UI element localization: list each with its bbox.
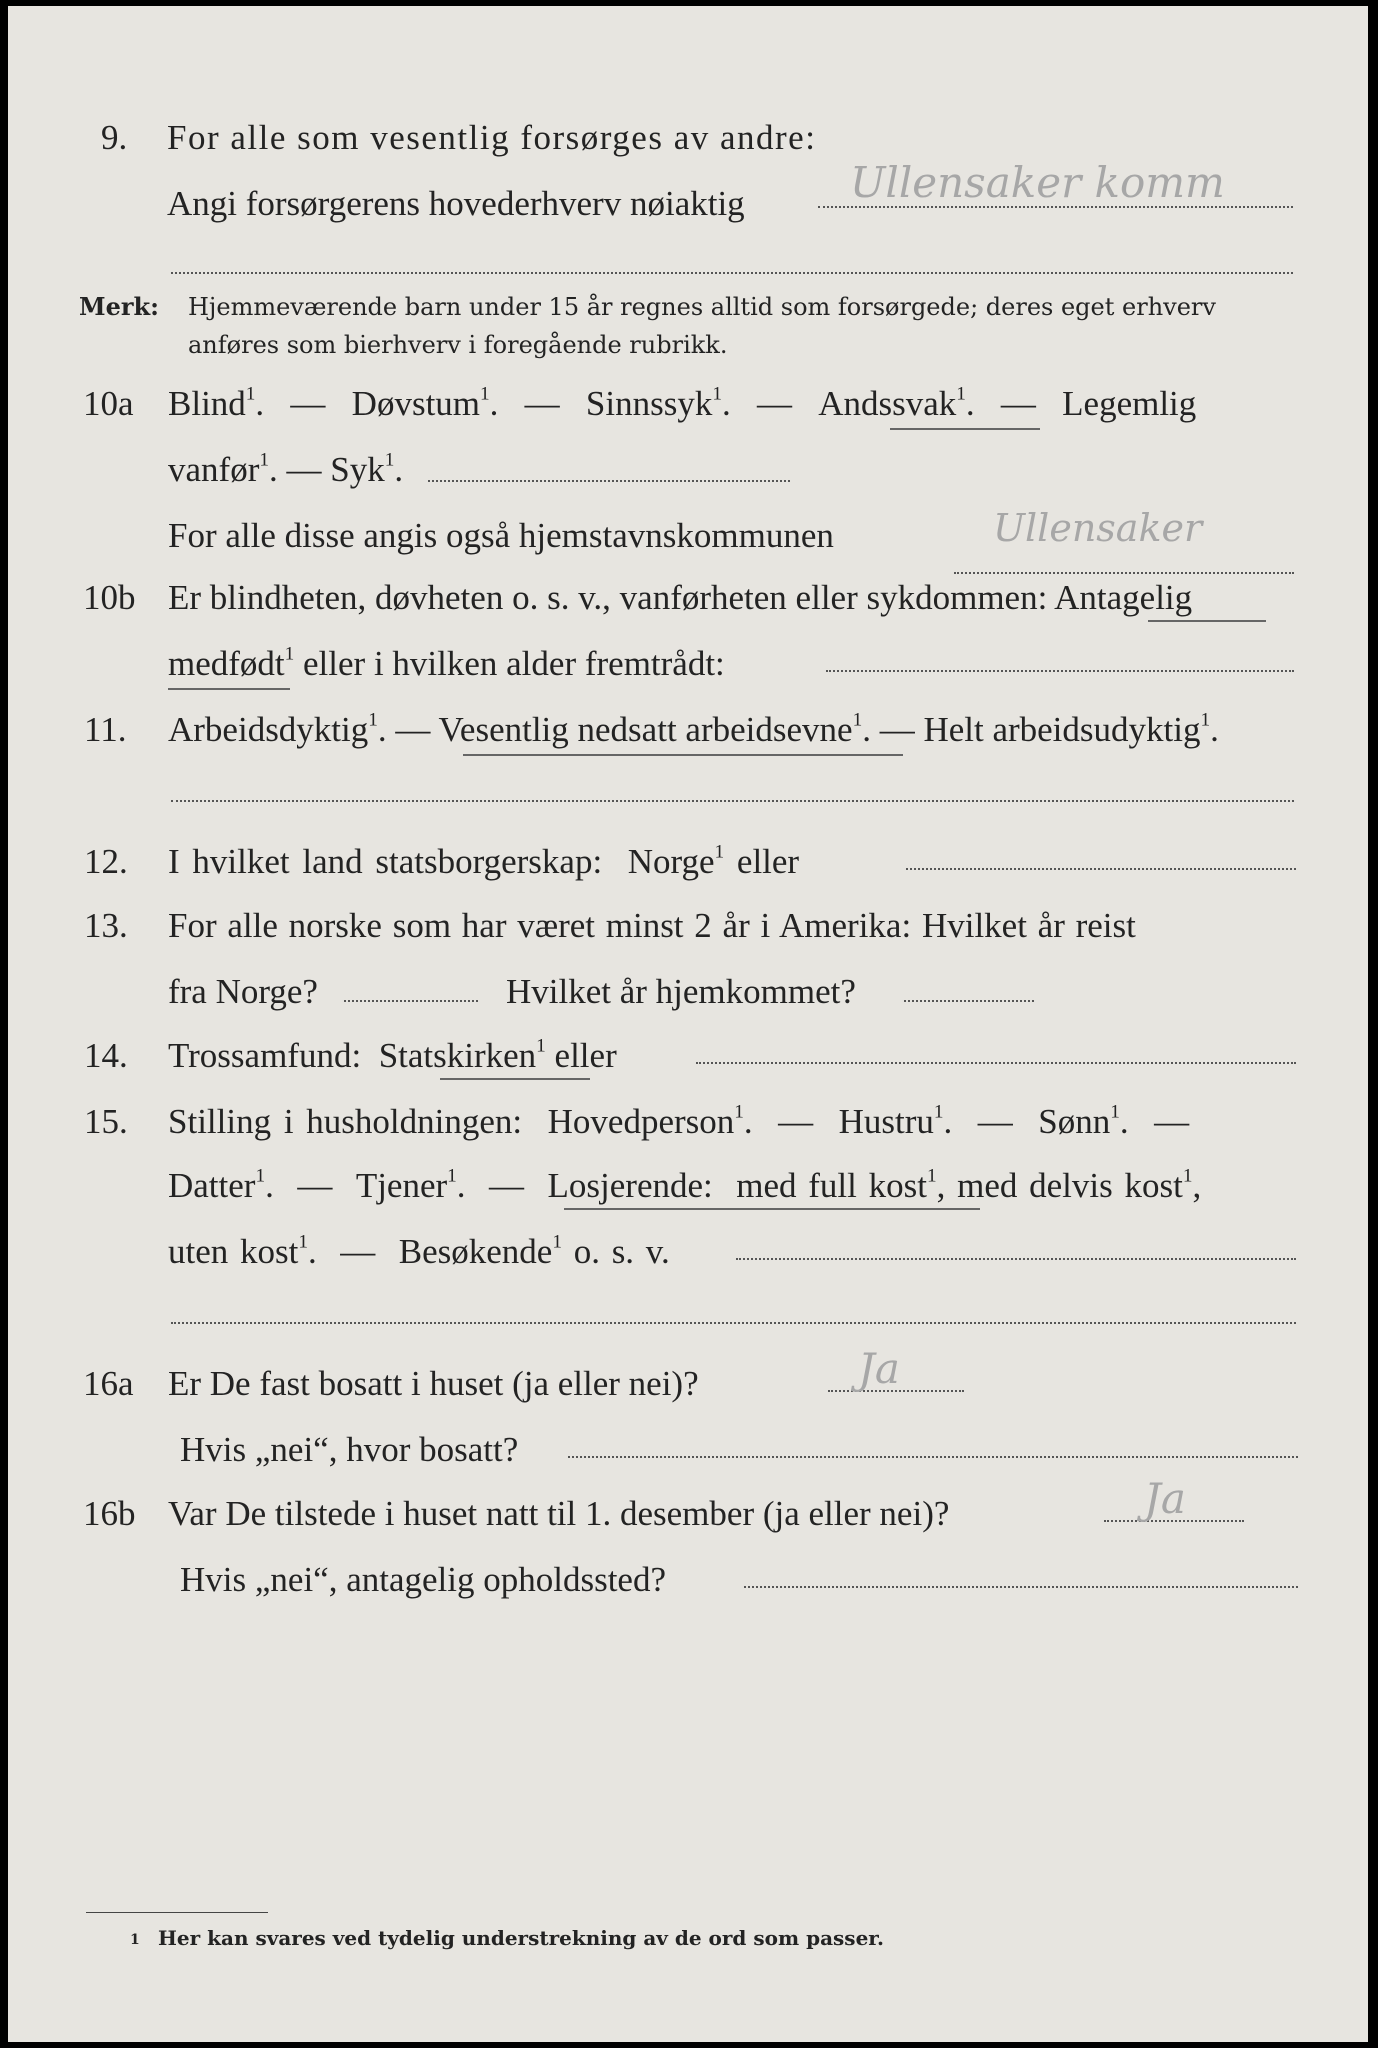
q13-fra: fra Norge? [168,972,318,1011]
q15-line2: Datter$^1$. — Tjener$^1$. — Losjerende: med full kost$^1$, med delvis kost$^1$, [168,1165,1202,1205]
q13-hjem: Hvilket år hjemkommet? [506,972,856,1011]
opt-datter: Datter [168,1166,256,1205]
antagelig-underline [1148,620,1266,622]
opt-statskirken: Statskirken [378,1036,537,1075]
q10a-handwritten-answer: Ullensaker [993,506,1203,550]
medfodt-underline [168,688,290,690]
statskirken-underline [440,1078,590,1080]
opt-medfodt: medfødt [168,644,285,683]
q10b-line1: Er blindheten, døvheten o. s. v., vanførheten eller sykdommen: Antagelig [168,578,1193,617]
q10a-line1: Blind$^1$. — Døvstum$^1$. — Sinnssyk$^1$. — Andssvak$^1$. — Legemlig [168,383,1197,423]
opt-losjerende: Losjerende: [547,1166,713,1205]
opt-sinnssyk: Sinnssyk [585,384,713,423]
opt-tjener: Tjener [355,1166,448,1205]
opt-hovedperson: Hovedperson [547,1102,735,1141]
opt-full-kost: med full kost [736,1166,927,1205]
q16a-line1: Er De fast bosatt i huset (ja eller nei)? [168,1364,699,1403]
q12-line: I hvilket land statsborgerskap: Norge$^1$ eller [168,841,800,881]
q11-number: 11. [84,710,127,749]
q9-number: 9. [101,118,128,157]
opt-vanfor: vanfør [168,450,260,489]
q16a-line2-dots [568,1456,1298,1458]
q16b-line1: Var De tilstede i huset natt til 1. desember (ja eller nei)? [168,1494,950,1533]
q13-hjem-line [904,1000,1034,1002]
q9-line1: For alle som vesentlig forsørges av andre: [167,118,817,157]
q16b-line2: Hvis „nei“, antagelig opholdssted? [180,1560,666,1599]
q14-number: 14. [84,1036,128,1075]
opt-norge: Norge [627,842,715,881]
q15-extra-line [171,1322,1296,1324]
q10a-hjem-line [954,572,1294,574]
opt-vesentlig: Vesentlig nedsatt arbeidsevne [438,710,853,749]
opt-besokende: Besøkende [398,1232,553,1271]
opt-blind: Blind [168,384,246,423]
footnote-text: Her kan svares ved tydelig understrekning av de ord som passer. [158,1926,884,1950]
opt-uten-kost: uten kost [168,1232,299,1271]
q13-fra-line [344,1000,478,1002]
q9-handwritten-answer: Ullensaker komm [850,158,1225,207]
q13-line1: For alle norske som har været minst 2 år i Amerika: Hvilket år reist [168,906,1136,945]
q12-line-dots [906,868,1296,870]
q10b-line2: medfødt$^1$ eller i hvilken alder fremtrådt: [168,643,725,683]
opt-sonn: Sønn [1038,1102,1111,1141]
opt-hustru: Hustru [838,1102,934,1141]
q12-number: 12. [84,842,128,881]
q10b-line [826,670,1294,672]
opt-syk: Syk [330,450,385,489]
losjerende-underline [564,1208,980,1210]
q16a-handwritten-answer: Ja [858,1344,900,1393]
q14-line: Trossamfund: Statskirken$^1$ eller [168,1035,617,1075]
census-form-page [8,6,1368,2042]
footnote-rule [86,1912,268,1913]
q10a-line2: vanfør$^1$. — Syk$^1$. [168,449,404,489]
andssvak-underline [890,428,1040,430]
q15-number: 15. [84,1102,128,1141]
q13-number: 13. [84,906,128,945]
q9-line2: Angi forsørgerens hovederhverv nøiaktig [167,184,745,223]
q16a-number: 16a [83,1364,134,1403]
q15-line3-dots [736,1258,1296,1260]
footnote-mark: 1 [130,1932,140,1948]
q16b-handwritten-answer: Ja [1144,1474,1186,1523]
q10b-number: 10b [83,578,136,617]
q16b-number: 16b [83,1494,136,1533]
q10a-number: 10a [83,384,134,423]
q10a-hjem-label: For alle disse angis også hjemstavnskommunen [168,516,834,555]
q15-line3: uten kost$^1$. — Besøkende$^1$ o. s. v. [168,1231,670,1271]
opt-dovstum: Døvstum [351,384,481,423]
opt-delvis-kost: med delvis kost [957,1166,1183,1205]
opt-antagelig: Antagelig [1054,578,1193,617]
q15-line1: Stilling i husholdningen: Hovedperson$^1$. — Hustru$^1$. — Sønn$^1$. — [168,1101,1190,1141]
opt-legemlig: Legemlig [1062,384,1197,423]
merk-line1: Hjemmeværende barn under 15 år regnes alltid som forsørgede; deres eget erhverv [188,293,1216,321]
vesentlig-underline [463,754,903,756]
opt-helt-udyktig: Helt arbeidsudyktig [923,710,1201,749]
opt-andssvak: Andssvak [818,384,957,423]
q14-line-dots [696,1062,1296,1064]
q10a-syk-line [428,480,790,482]
q16b-line2-dots [744,1586,1298,1588]
q11-line [171,800,1294,802]
merk-line2: anføres som bierhverv i foregående rubrikk. [188,331,728,359]
q9-answer-line-2 [171,272,1293,274]
opt-arbeidsdyktig: Arbeidsdyktig [168,710,369,749]
merk-label: Merk: [79,292,159,321]
q11-line1: Arbeidsdyktig$^1$. — Vesentlig nedsatt arbeidsevne$^1$. — Helt arbeidsudyktig$^1$. [168,709,1219,749]
q16a-line2: Hvis „nei“, hvor bosatt? [180,1430,519,1469]
